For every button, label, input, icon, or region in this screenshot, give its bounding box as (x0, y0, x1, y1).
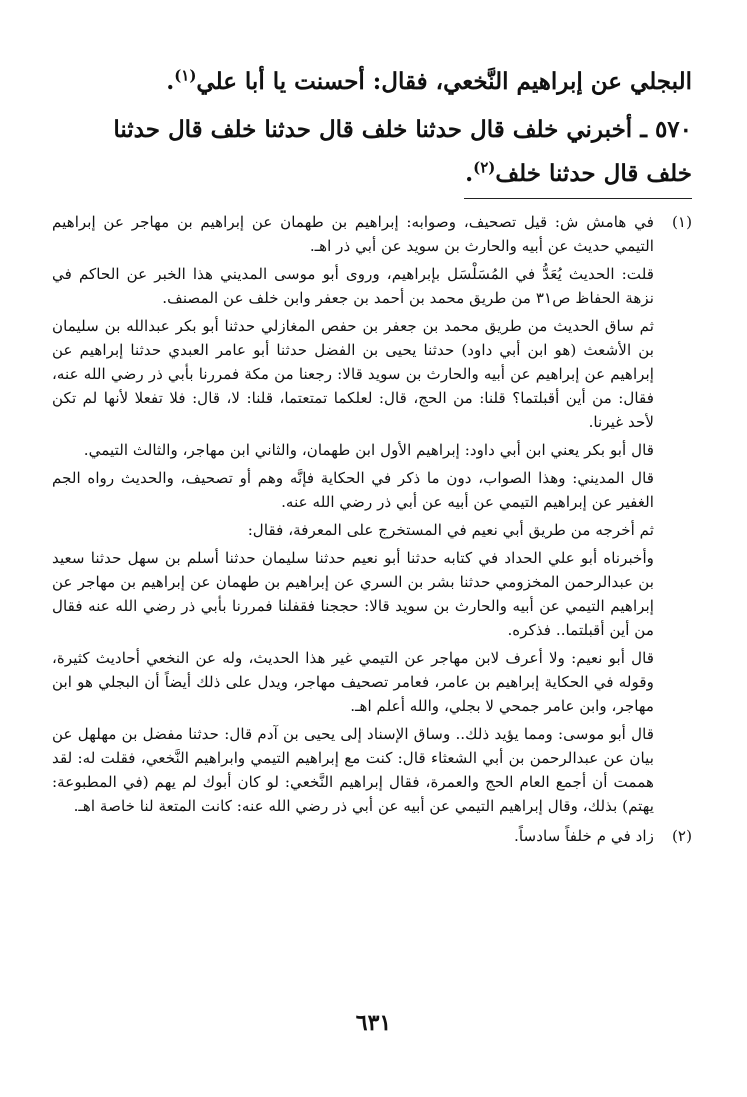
main-line-1-end: . (166, 68, 175, 95)
footnote-paragraph: في هامش ش: قيل تصحيف، وصوابه: إبراهيم بن طهمان عن إبراهيم بن مهاجر عن إبراهيم التيمي حديث عن أبيه والحارث بن سويد عن أبي ذر اهـ. (52, 213, 654, 255)
footnote-body (52, 824, 654, 852)
footnote-ref-1[interactable]: (١) (174, 66, 197, 85)
footnote-paragraph: ثم أخرجه من طريق أبي نعيم في المستخرج على المعرفة، فقال: (247, 521, 654, 539)
main-line-3 (62, 152, 692, 196)
footnote-paragraph: قال المديني: وهذا الصواب، دون ما ذكر في الحكاية فإنَّه وهم أو تصحيف، والحديث رواه الجم الغفير عن إبراهيم التيمي عن أبيه عن أبي ذر رضي الله عنه. (52, 469, 654, 511)
footnote-paragraph: ثم ساق الحديث من طريق محمد بن جعفر بن حفص المغازلي حدثنا أبو بكر عبدالله بن سليمان بن الأشعث (هو ابن أبي داود) حدثنا يحيى بن الفضل حدثنا أبو عامر العبدي حدثنا إبراهيم عن إبراهيم عن إبراهيم عن أبيه والحارث بن سويد قالا: رجعنا من مكة فمررنا بأبي ذر رضي الله عنه، فقال: من أين أقبلتما؟ قلنا: من الحج، قال: لعلكما تمتعتما، قلنا: لا، قال: فلا تفعلا لأنها لم تكن لأحد غيرنا. (52, 317, 654, 431)
footnote-marker: (٢) (671, 827, 692, 845)
footnote-2 (52, 824, 692, 852)
main-line-2-text: أخبرني خلف قال حدثنا خلف قال حدثنا خلف قال حدثنا (113, 116, 633, 143)
main-line-3-end: . (465, 160, 474, 187)
page-number: ٦٣١ (355, 1010, 392, 1036)
footnote-paragraph: قلت: الحديث يُعَدُّ في المُسَلْسَل بإبراهيم، وروى أبو موسى المديني هذا الخبر عن الحاكم في نزهة الحفاظ ص٣١ من طريق محمد بن أحمد بن جعفر وابن خلف عن المصنف. (52, 265, 654, 307)
main-line-1-text: البجلي عن إبراهيم النَّخعي، فقال: أحسنت يا أبا علي (196, 68, 692, 95)
footnote-paragraph: قال أبو نعيم: ولا أعرف لابن مهاجر عن التيمي غير هذا الحديث، وله عن النخعي أحاديث كثيرة، وقوله في الحكاية إبراهيم بن عامر، فعامر تصحيف مهاجر، ويدل على ذلك أيضاً أن البجلي هو ابن مهاجر، وابن عامر جمحي لا بجلي، والله أعلم اهـ. (52, 649, 654, 715)
footnote-marker: (١) (671, 213, 692, 231)
main-line-1 (62, 60, 692, 104)
main-line-3-text: خلف قال حدثنا خلف (495, 160, 692, 187)
footnote-1 (52, 210, 692, 822)
footnote-paragraph: زاد في م خلفاً سادساً. (514, 827, 654, 845)
main-line-2 (62, 108, 692, 152)
footnote-paragraph: وأخبرناه أبو علي الحداد في كتابه حدثنا أبو نعيم حدثنا سليمان حدثنا أسلم بن سهل حدثنا سعيد بن عبدالرحمن المخزومي حدثنا بشر بن السري عن إبراهيم بن طهمان عن إبراهيم بن مهاجر عن إبراهيم التيمي عن أبيه والحارث بن سويد قالا: حججنا فقفلنا فمررنا بأبي ذر رضي الله عنه فقال من أين أقبلتما.. فذكره. (52, 549, 654, 639)
main-text (62, 60, 692, 196)
item-number: ٥٧٠ ـ (640, 116, 692, 143)
footnote-ref-2[interactable]: (٢) (473, 158, 496, 177)
footnote-paragraph: قال أبو موسى: ومما يؤيد ذلك.. وساق الإسناد إلى يحيى بن آدم قال: حدثنا مفضل بن مهلهل عن بيان عن عبدالرحمن بن أبي الشعثاء قال: كنت مع إبراهيم التيمي وابراهيم النَّخعي، فقلت له: لقد هممت أن أجمع العام الحج والعمرة، فقال إبراهيم النَّخعي: لو كان أبوك لم يهم (في المطبوعة: يهتم) بذلك، وقال إبراهيم التيمي عن أبيه عن أبي ذر رضي الله عنه: كانت المتعة لنا خاصة اهـ. (52, 725, 654, 815)
footnote-body (52, 210, 654, 822)
footnote-paragraph: قال أبو بكر يعني ابن أبي داود: إبراهيم الأول ابن طهمان، والثاني ابن مهاجر، والثالث التيمي. (83, 441, 654, 459)
footnote-separator (464, 198, 692, 199)
footnotes (52, 208, 692, 852)
